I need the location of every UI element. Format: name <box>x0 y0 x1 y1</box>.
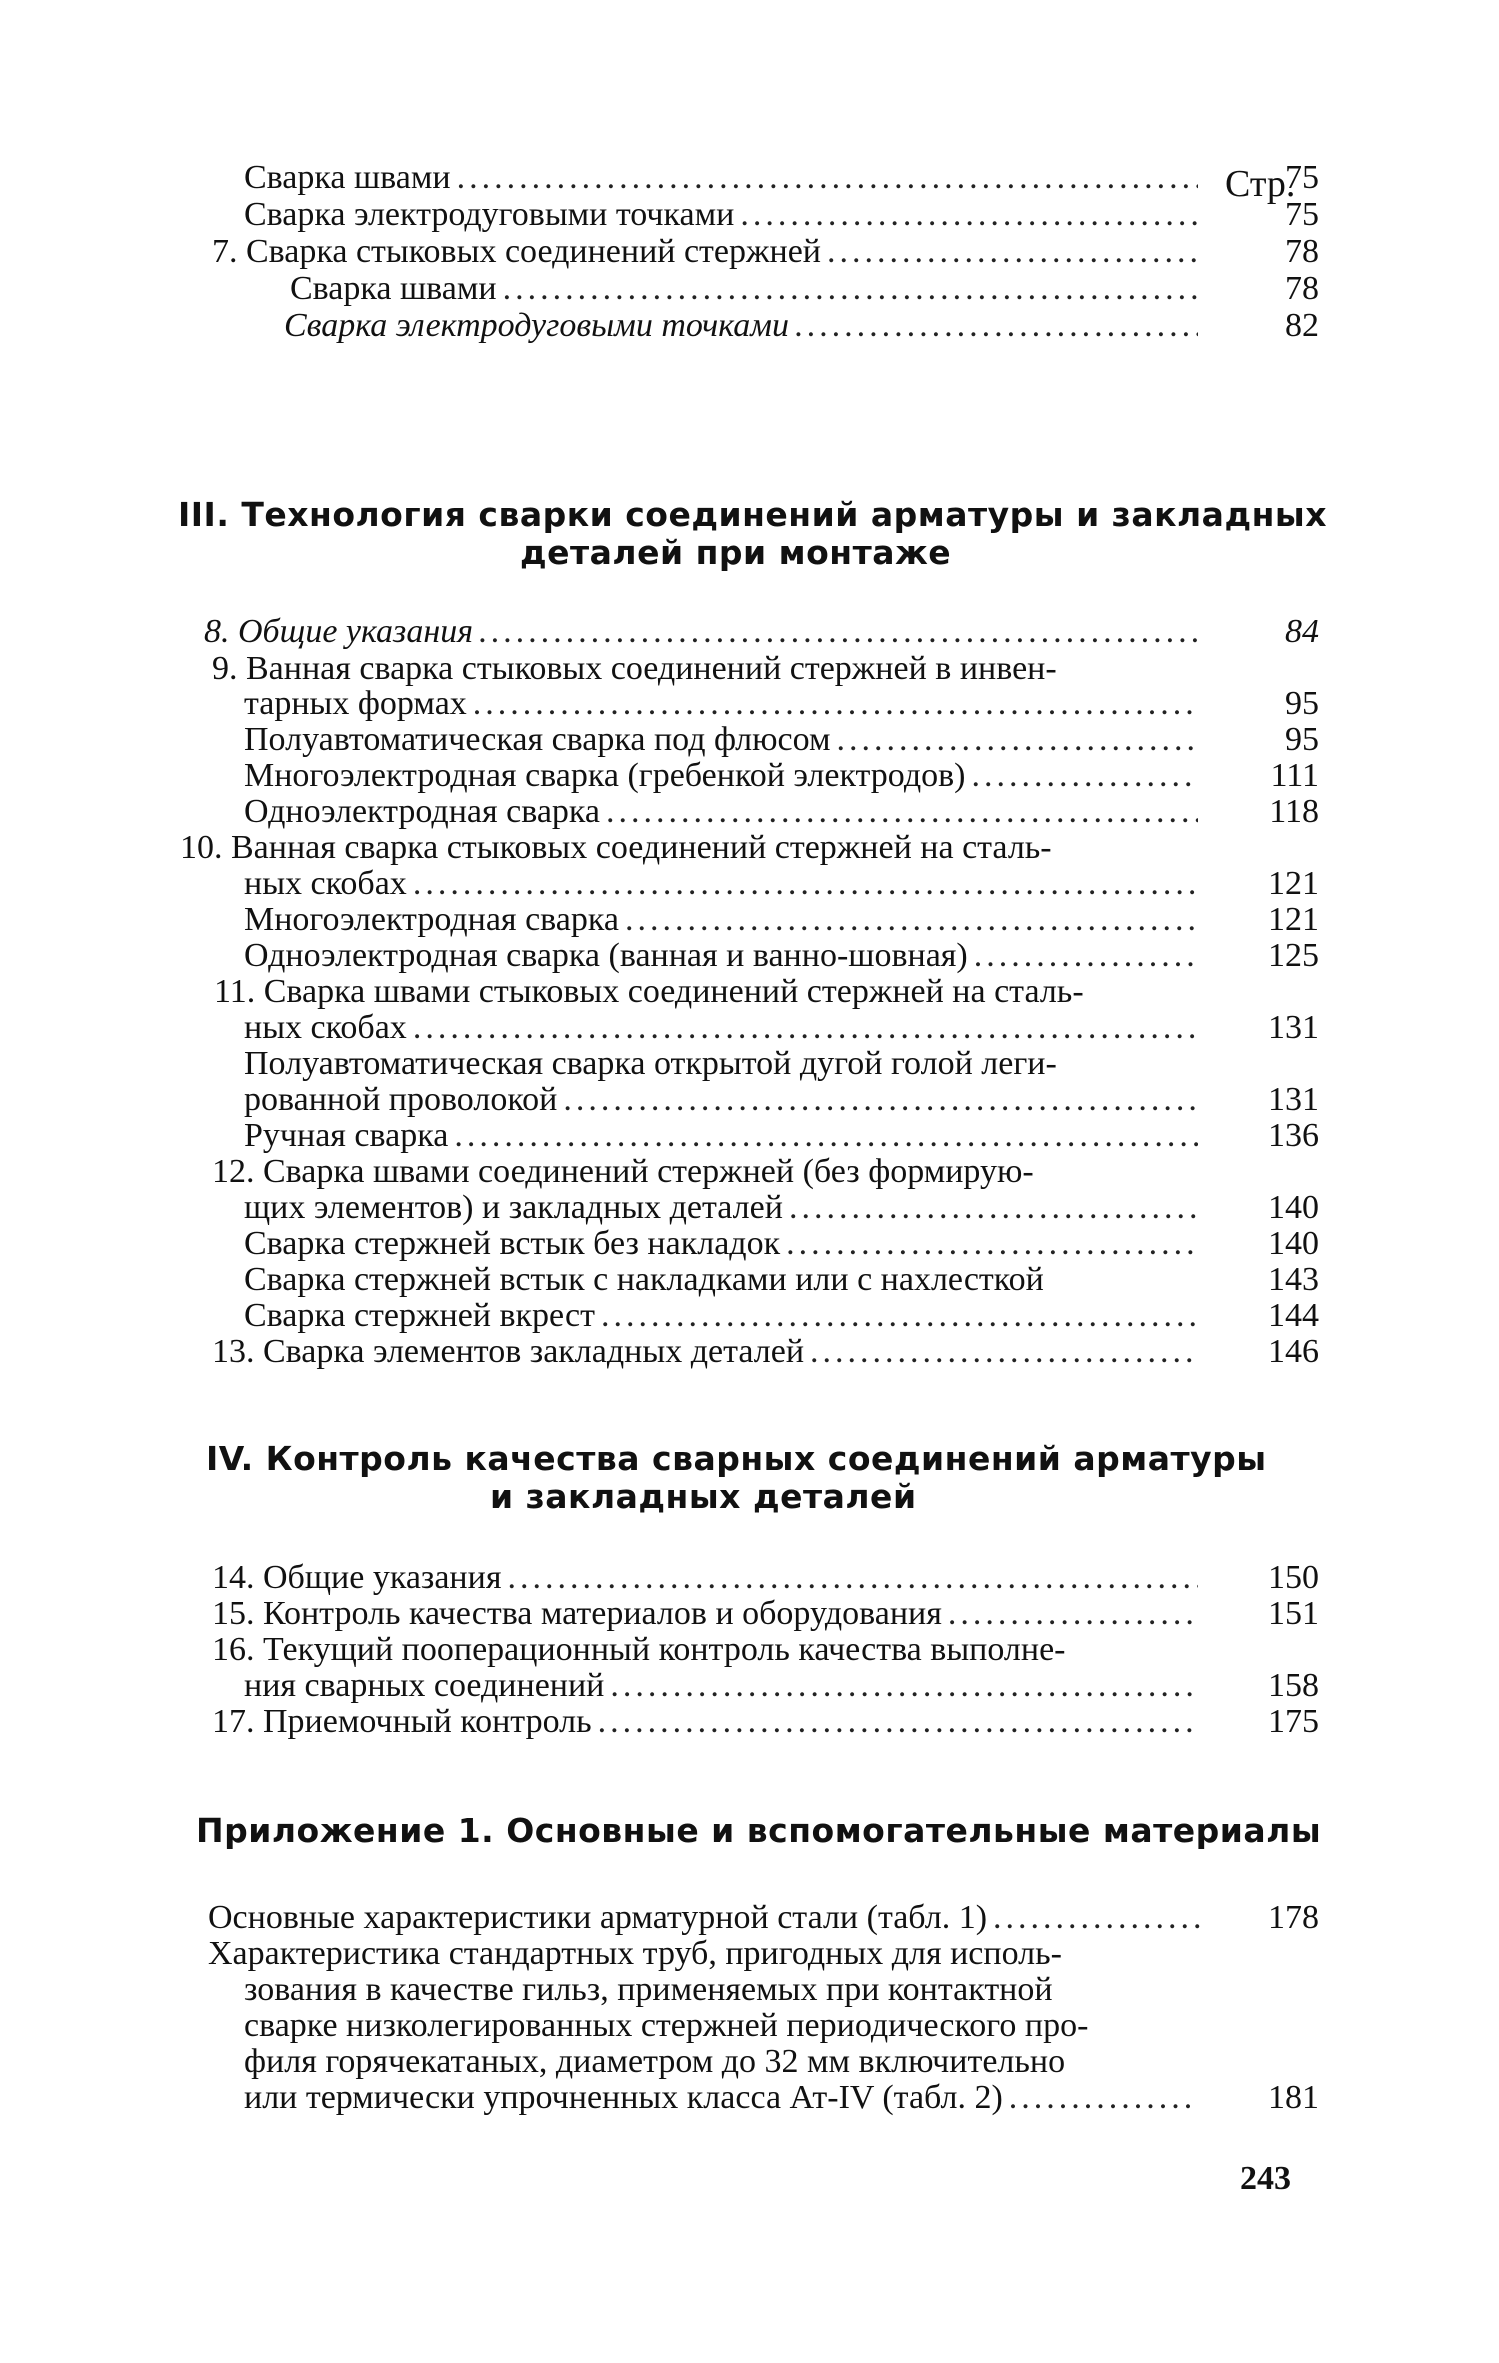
toc-entry: Характеристика стандартных труб, пригодных для исполь- <box>208 1935 1062 1972</box>
toc-page-number: 125 <box>1268 937 1319 974</box>
toc-page-number: 78 <box>1285 270 1319 307</box>
toc-entry: Одноэлектродная сварка ..... <box>244 794 1204 830</box>
toc-entry: ния сварных соединений ..... <box>244 1668 1204 1704</box>
toc-entry: 10. Ванная сварка стыковых соединений стержней на сталь- <box>180 829 1052 866</box>
toc-entry: филя горячекатаных, диаметром до 32 мм включительно <box>244 2043 1066 2080</box>
toc-page-number: 158 <box>1268 1667 1319 1704</box>
toc-page-number: 131 <box>1268 1009 1319 1046</box>
toc-page-number: 144 <box>1268 1297 1319 1334</box>
toc-entry: Многоэлектродная сварка ..... <box>244 902 1204 938</box>
toc-page-number: 75 <box>1285 196 1319 233</box>
toc-page-number: 136 <box>1268 1117 1319 1154</box>
toc-page-number: 140 <box>1268 1189 1319 1226</box>
section-heading: деталей при монтаже <box>520 533 952 572</box>
toc-page-number: 175 <box>1268 1703 1319 1740</box>
toc-page-number: 111 <box>1270 757 1319 794</box>
toc-page-number: 143 <box>1268 1261 1319 1298</box>
toc-page-number: 140 <box>1268 1225 1319 1262</box>
toc-entry: ных скобах ..... <box>244 1010 1204 1046</box>
toc-entry: Основные характеристики арматурной стали (табл. 1) ..... <box>208 1900 1208 1936</box>
toc-page-number: 121 <box>1268 865 1319 902</box>
toc-entry: рованной проволокой ..... <box>244 1082 1204 1118</box>
toc-entry: Сварка электродуговыми точками ..... <box>244 197 1204 233</box>
toc-page-number: 82 <box>1285 307 1319 344</box>
toc-entry: 15. Контроль качества материалов и оборудования ..... <box>212 1596 1204 1632</box>
toc-page-number: 118 <box>1269 793 1319 830</box>
toc-entry: 8. Общие указания ..... <box>204 614 1204 650</box>
toc-page-number: 131 <box>1268 1081 1319 1118</box>
toc-entry: Сварка швами ..... <box>290 271 1204 307</box>
toc-entry: 11. Сварка швами стыковых соединений стержней на сталь- <box>214 973 1084 1010</box>
page-column-header: Стр. <box>1225 163 1296 205</box>
section-heading: III. Технология сварки соединений арматуры и закладных <box>178 495 1328 534</box>
toc-page-number: 181 <box>1268 2079 1319 2116</box>
toc-entry: 13. Сварка элементов закладных деталей ..... <box>212 1334 1204 1370</box>
toc-entry: Сварка стержней встык без накладок ..... <box>244 1226 1204 1262</box>
toc-entry: 14. Общие указания ..... <box>212 1560 1204 1596</box>
toc-page-number: 146 <box>1268 1333 1319 1370</box>
toc-page-number: 78 <box>1285 233 1319 270</box>
toc-page-number: 75 <box>1285 159 1319 196</box>
toc-entry: 16. Текущий пооперационный контроль качества выполне- <box>212 1631 1066 1668</box>
section-heading: IV. Контроль качества сварных соединений арматуры <box>206 1439 1267 1478</box>
toc-entry: 7. Сварка стыковых соединений стержней ..... <box>212 234 1204 270</box>
toc-entry: зования в качестве гильз, применяемых при контактной <box>244 1971 1053 2008</box>
toc-page-number: 84 <box>1285 613 1319 650</box>
toc-entry: Многоэлектродная сварка (гребенкой электродов) ..... <box>244 758 1204 794</box>
toc-entry: Одноэлектродная сварка (ванная и ванно-шовная) ..... <box>244 938 1204 974</box>
toc-entry: Ручная сварка ..... <box>244 1118 1204 1154</box>
toc-entry: 9. Ванная сварка стыковых соединений стержней в инвен- <box>212 650 1057 687</box>
toc-page-number: 151 <box>1268 1595 1319 1632</box>
toc-entry: 17. Приемочный контроль ..... <box>212 1704 1204 1740</box>
toc-entry: Сварка стержней встык с накладками или с нахлесткой <box>244 1261 1044 1298</box>
toc-entry: тарных формах ..... <box>244 686 1204 722</box>
toc-entry: Сварка электродуговыми точками ..... <box>284 308 1204 344</box>
toc-entry: или термически упрочненных класса Ат-IV (табл. 2) ..... <box>244 2080 1204 2116</box>
toc-entry: Полуавтоматическая сварка под флюсом ..... <box>244 722 1204 758</box>
appendix-heading: Приложение 1. Основные и вспомогательные материалы <box>196 1811 1322 1850</box>
toc-entry: щих элементов) и закладных деталей ..... <box>244 1190 1204 1226</box>
section-heading: и закладных деталей <box>490 1477 917 1516</box>
toc-page-number: 150 <box>1268 1559 1319 1596</box>
toc-page-number: 95 <box>1285 685 1319 722</box>
toc-page-number: 121 <box>1268 901 1319 938</box>
toc-entry: Сварка швами ..... <box>244 160 1204 196</box>
toc-entry: сварке низколегированных стержней периодического про- <box>244 2007 1089 2044</box>
page-number: 243 <box>1240 2160 1291 2197</box>
toc-entry: 12. Сварка швами соединений стержней (без формирую- <box>212 1153 1034 1190</box>
toc-entry: ных скобах ..... <box>244 866 1204 902</box>
toc-entry: Сварка стержней вкрест ..... <box>244 1298 1204 1334</box>
toc-entry: Полуавтоматическая сварка открытой дугой голой леги- <box>244 1045 1057 1082</box>
toc-page-number: 95 <box>1285 721 1319 758</box>
toc-page-number: 178 <box>1268 1899 1319 1936</box>
